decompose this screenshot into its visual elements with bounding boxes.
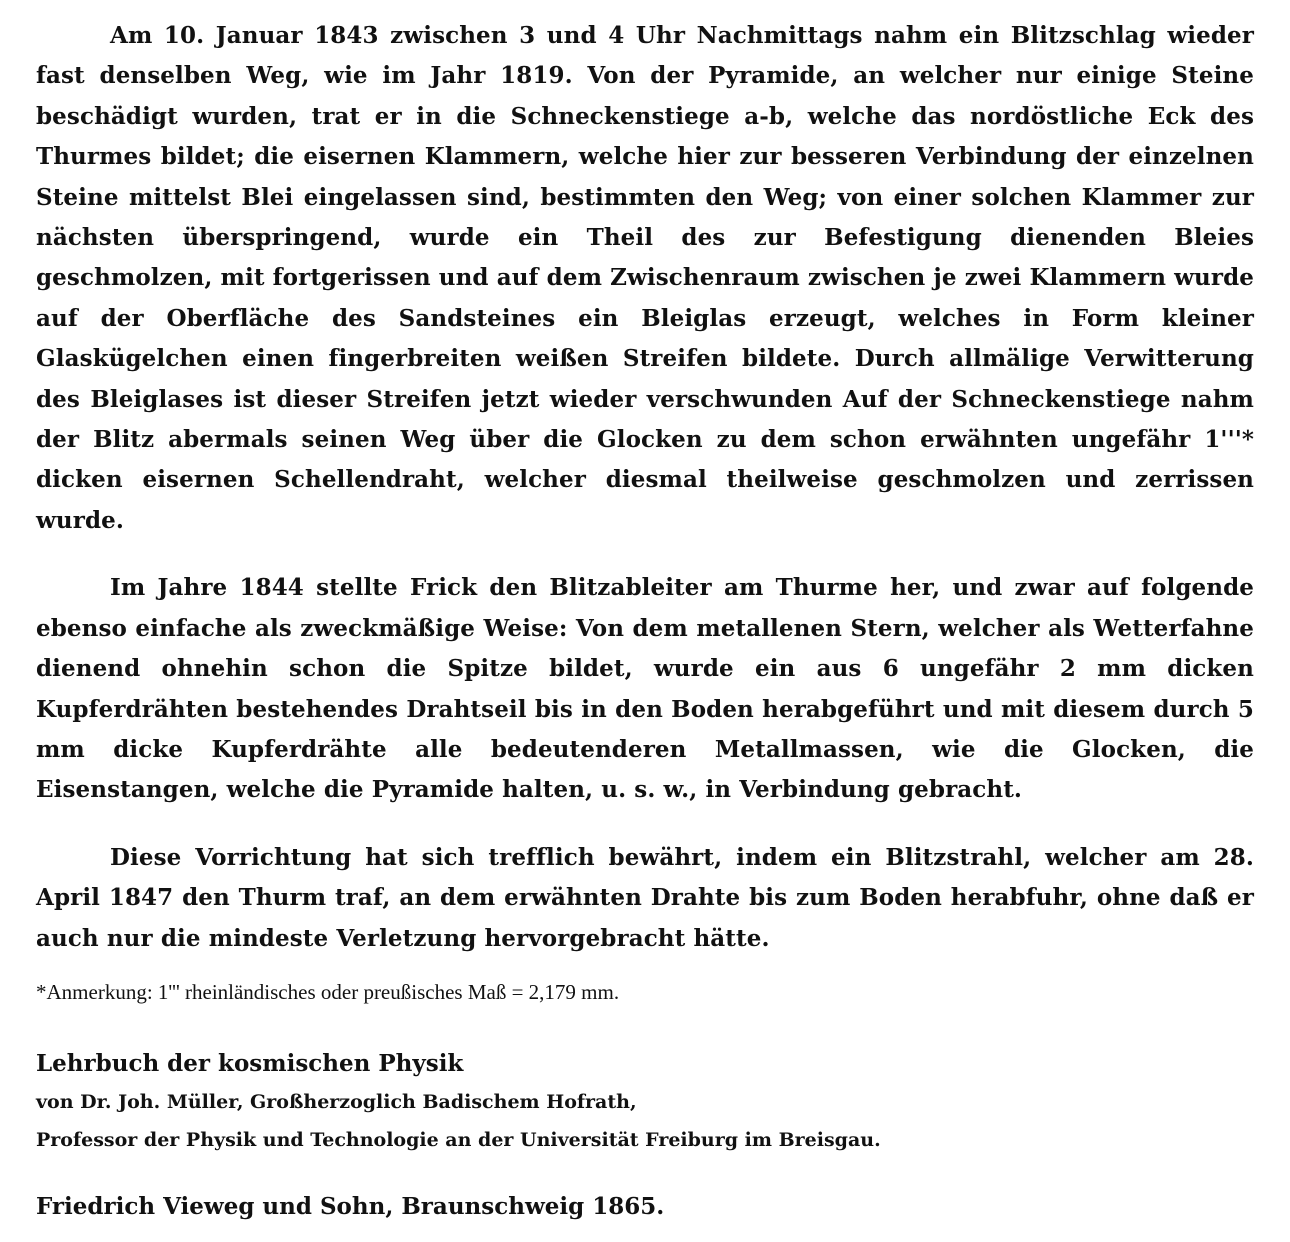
- source-author: von Dr. Joh. Müller, Großherzoglich Badischem Hofrath,: [36, 1090, 637, 1113]
- source-citation: [36, 1045, 1254, 1159]
- paragraph-lightning-1843: Am 10. Januar 1843 zwischen 3 und 4 Uhr Nachmittags nahm ein Blitzschlag wieder fast denselben Weg, wie im Jahr 1819. Von der Pyramide, an welcher nur einige Steine beschädigt wurden, trat er in die Schneckenstiege a-b, welche das nordöstliche Eck des Thurmes bildet; die eisernen Klammern, welche hier zur besseren Verbindung der einzelnen Steine mittelst Blei eingelassen sind, bestimmten den Weg; von einer solchen Klammer zur nächsten überspringend, wurde ein Theil des zur Befestigung dienenden Bleies geschmolzen, mit fortgerissen und auf dem Zwischenraum zwischen je zwei Klammern wurde auf der Oberfläche des Sandsteines ein Bleiglas erzeugt, welches in Form kleiner Glaskügelchen einen fingerbreiten weißen Streifen bildete. Durch allmälige Verwitterung des Bleiglases ist dieser Streifen jetzt wieder verschwunden Auf der Schneckenstiege nahm der Blitz abermals seinen Weg über die Glocken zu dem schon erwähnten ungefähr 1'''* dicken eisernen Schellendraht, welcher diesmal theilweise geschmolzen und zerrissen wurde.: [36, 22, 1254, 534]
- publisher-line: Friedrich Vieweg und Sohn, Braunschweig 1865.: [36, 1192, 665, 1220]
- source-author-position: Professor der Physik und Technologie an der Universität Freiburg im Breisgau.: [36, 1128, 881, 1151]
- footnote: *Anmerkung: 1''' rheinländisches oder preußisches Maß = 2,179 mm.: [36, 979, 620, 1004]
- paragraph-lightning-1847: Diese Vorrichtung hat sich trefflich bewährt, indem ein Blitzstrahl, welcher am 28. April 1847 den Thurm traf, an dem erwähnten Drahte bis zum Boden herabfuhr, ohne daß er auch nur die mindeste Verletzung hervorgebracht hätte.: [36, 843, 1254, 952]
- paragraph-lightning-rod-1844: Im Jahre 1844 stellte Frick den Blitzableiter am Thurme her, und zwar auf folgende ebenso einfache als zweckmäßige Weise: Von dem metallenen Stern, welcher als Wetterfahne dienend ohnehin schon die Spitze bildet, wurde ein aus 6 ungefähr 2 mm dicken Kupferdrähten bestehendes Drahtseil bis in den Boden herabgeführt und mit diesem durch 5 mm dicke Kupferdrähte alle bedeutenderen Metallmassen, wie die Glocken, die Eisenstangen, welche die Pyramide halten, u. s. w., in Verbindung gebracht.: [36, 574, 1254, 804]
- source-title: Lehrbuch der kosmischen Physik: [36, 1049, 464, 1077]
